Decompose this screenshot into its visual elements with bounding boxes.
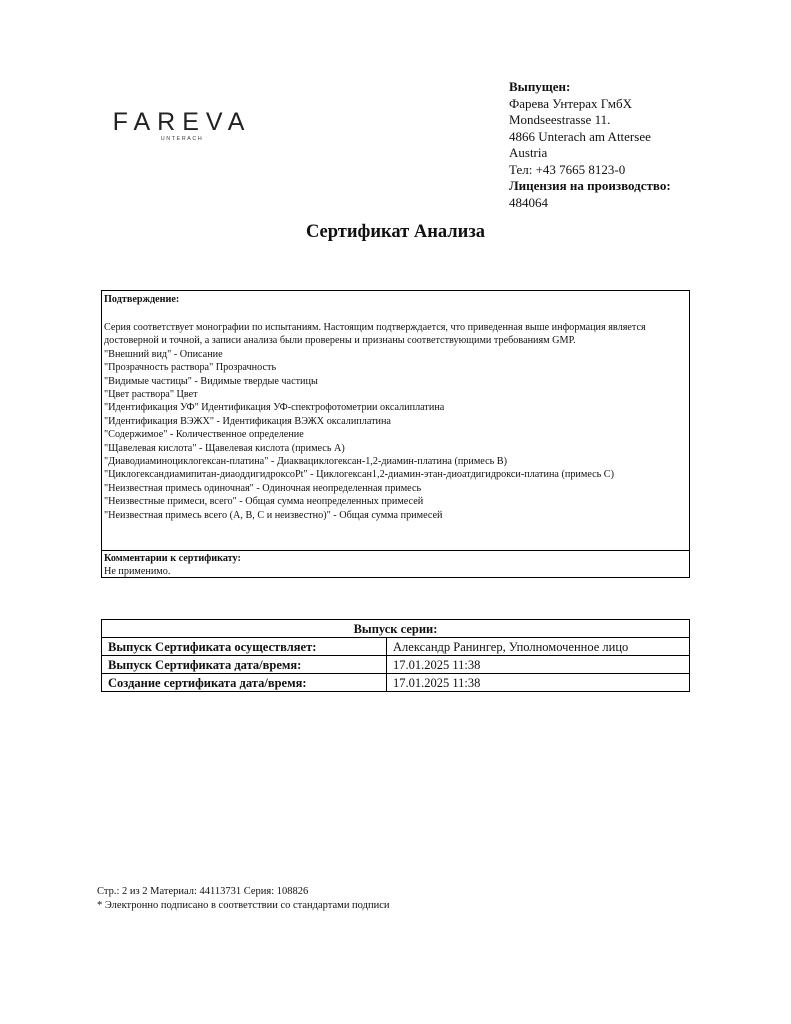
test-item: "Внешний вид" - Описание [104,348,223,360]
comments-text: Не применимо. [104,566,171,578]
table-row [102,656,690,674]
confirmation-heading: Подтверждение: [104,294,180,305]
page-title: Сертификат Анализа [305,222,486,242]
license-label: Лицензия на производство: [509,178,671,193]
release-label: Выпуск Сертификата дата/время: [102,656,387,674]
logo-wordmark: FAREVA [112,108,252,136]
test-item: "Прозрачность раствора" Прозрачность [104,362,277,374]
comments-section [102,550,689,580]
test-item: "Неизвестная примесь всего (А, В, С и неизвестно)" - Общая сумма примесей [104,509,443,521]
footer-page-info: Стр.: 2 из 2 Материал: 44113731 Серия: 108826 [97,886,309,897]
test-item: "Идентификация ВЭЖХ" - Идентификация ВЭЖХ оксалиплатина [104,415,391,427]
comments-heading: Комментарии к сертификату: [104,553,241,564]
issuer-block [509,79,671,211]
issuer-street: Mondseestrasse 11. [509,112,611,127]
table-row [102,638,690,656]
release-value: 17.01.2025 11:38 [387,674,690,692]
test-item: "Видимые частицы" - Видимые твердые частицы [104,375,318,387]
test-item: "Щавелевая кислота" - Щавелевая кислота (примесь А) [104,442,345,454]
license-number: 484064 [509,194,548,210]
footer-signature-note: * Электронно подписано в соответствии со стандартами подписи [97,899,390,911]
release-table [101,619,690,692]
test-item: "Неизвестная примесь одиночная" - Одиночная неопределенная примесь [104,482,422,494]
test-item: "Идентификация УФ" Идентификация УФ-спектрофотометрии оксалиплатина [104,402,445,414]
confirmation-body [104,321,687,522]
issuer-country: Austria [509,145,548,160]
confirmation-statement: Серия соответствует монографии по испытаниям. Настоящим подтверждается, что приведенная выше информация является достоверной и точной, а записи анализа были проверены и признаны соответствующими требованиям GMP. [104,322,646,347]
company-logo [97,108,267,142]
release-value: Александр Ранингер, Уполномоченное лицо [387,638,690,656]
table-row [102,674,690,692]
release-value: 17.01.2025 11:38 [387,656,690,674]
release-heading: Выпуск серии: [102,620,690,638]
issued-label: Выпущен: [509,79,571,94]
issuer-company: Фарева Унтерах ГмбХ [509,95,633,111]
release-label: Выпуск Сертификата осуществляет: [102,638,387,656]
confirmation-box [101,290,690,578]
test-item: "Содержимое" - Количественное определение [104,429,304,441]
test-item: "Неизвестные примеси, всего" - Общая сумма неопределенных примесей [104,496,424,508]
logo-subtitle: UNTERACH [160,136,204,142]
issuer-phone: Тел: +43 7665 8123-0 [509,161,626,177]
issuer-city: 4866 Unterach am Attersee [509,128,651,144]
test-item: "Диаводиаминоциклогексан-платина" - Диаквациклогексан-1,2-диамин-платина (примесь В) [104,456,507,468]
page-footer [97,885,390,912]
release-label: Создание сертификата дата/время: [102,674,387,692]
test-item: "Цвет раствора" Цвет [104,389,198,401]
test-item: "Циклогександиамипитан-диаоддигидроксоPt" - Циклогексан1,2-диамин-этан-диоатдигидрокси-платина (примесь С) [104,469,614,481]
